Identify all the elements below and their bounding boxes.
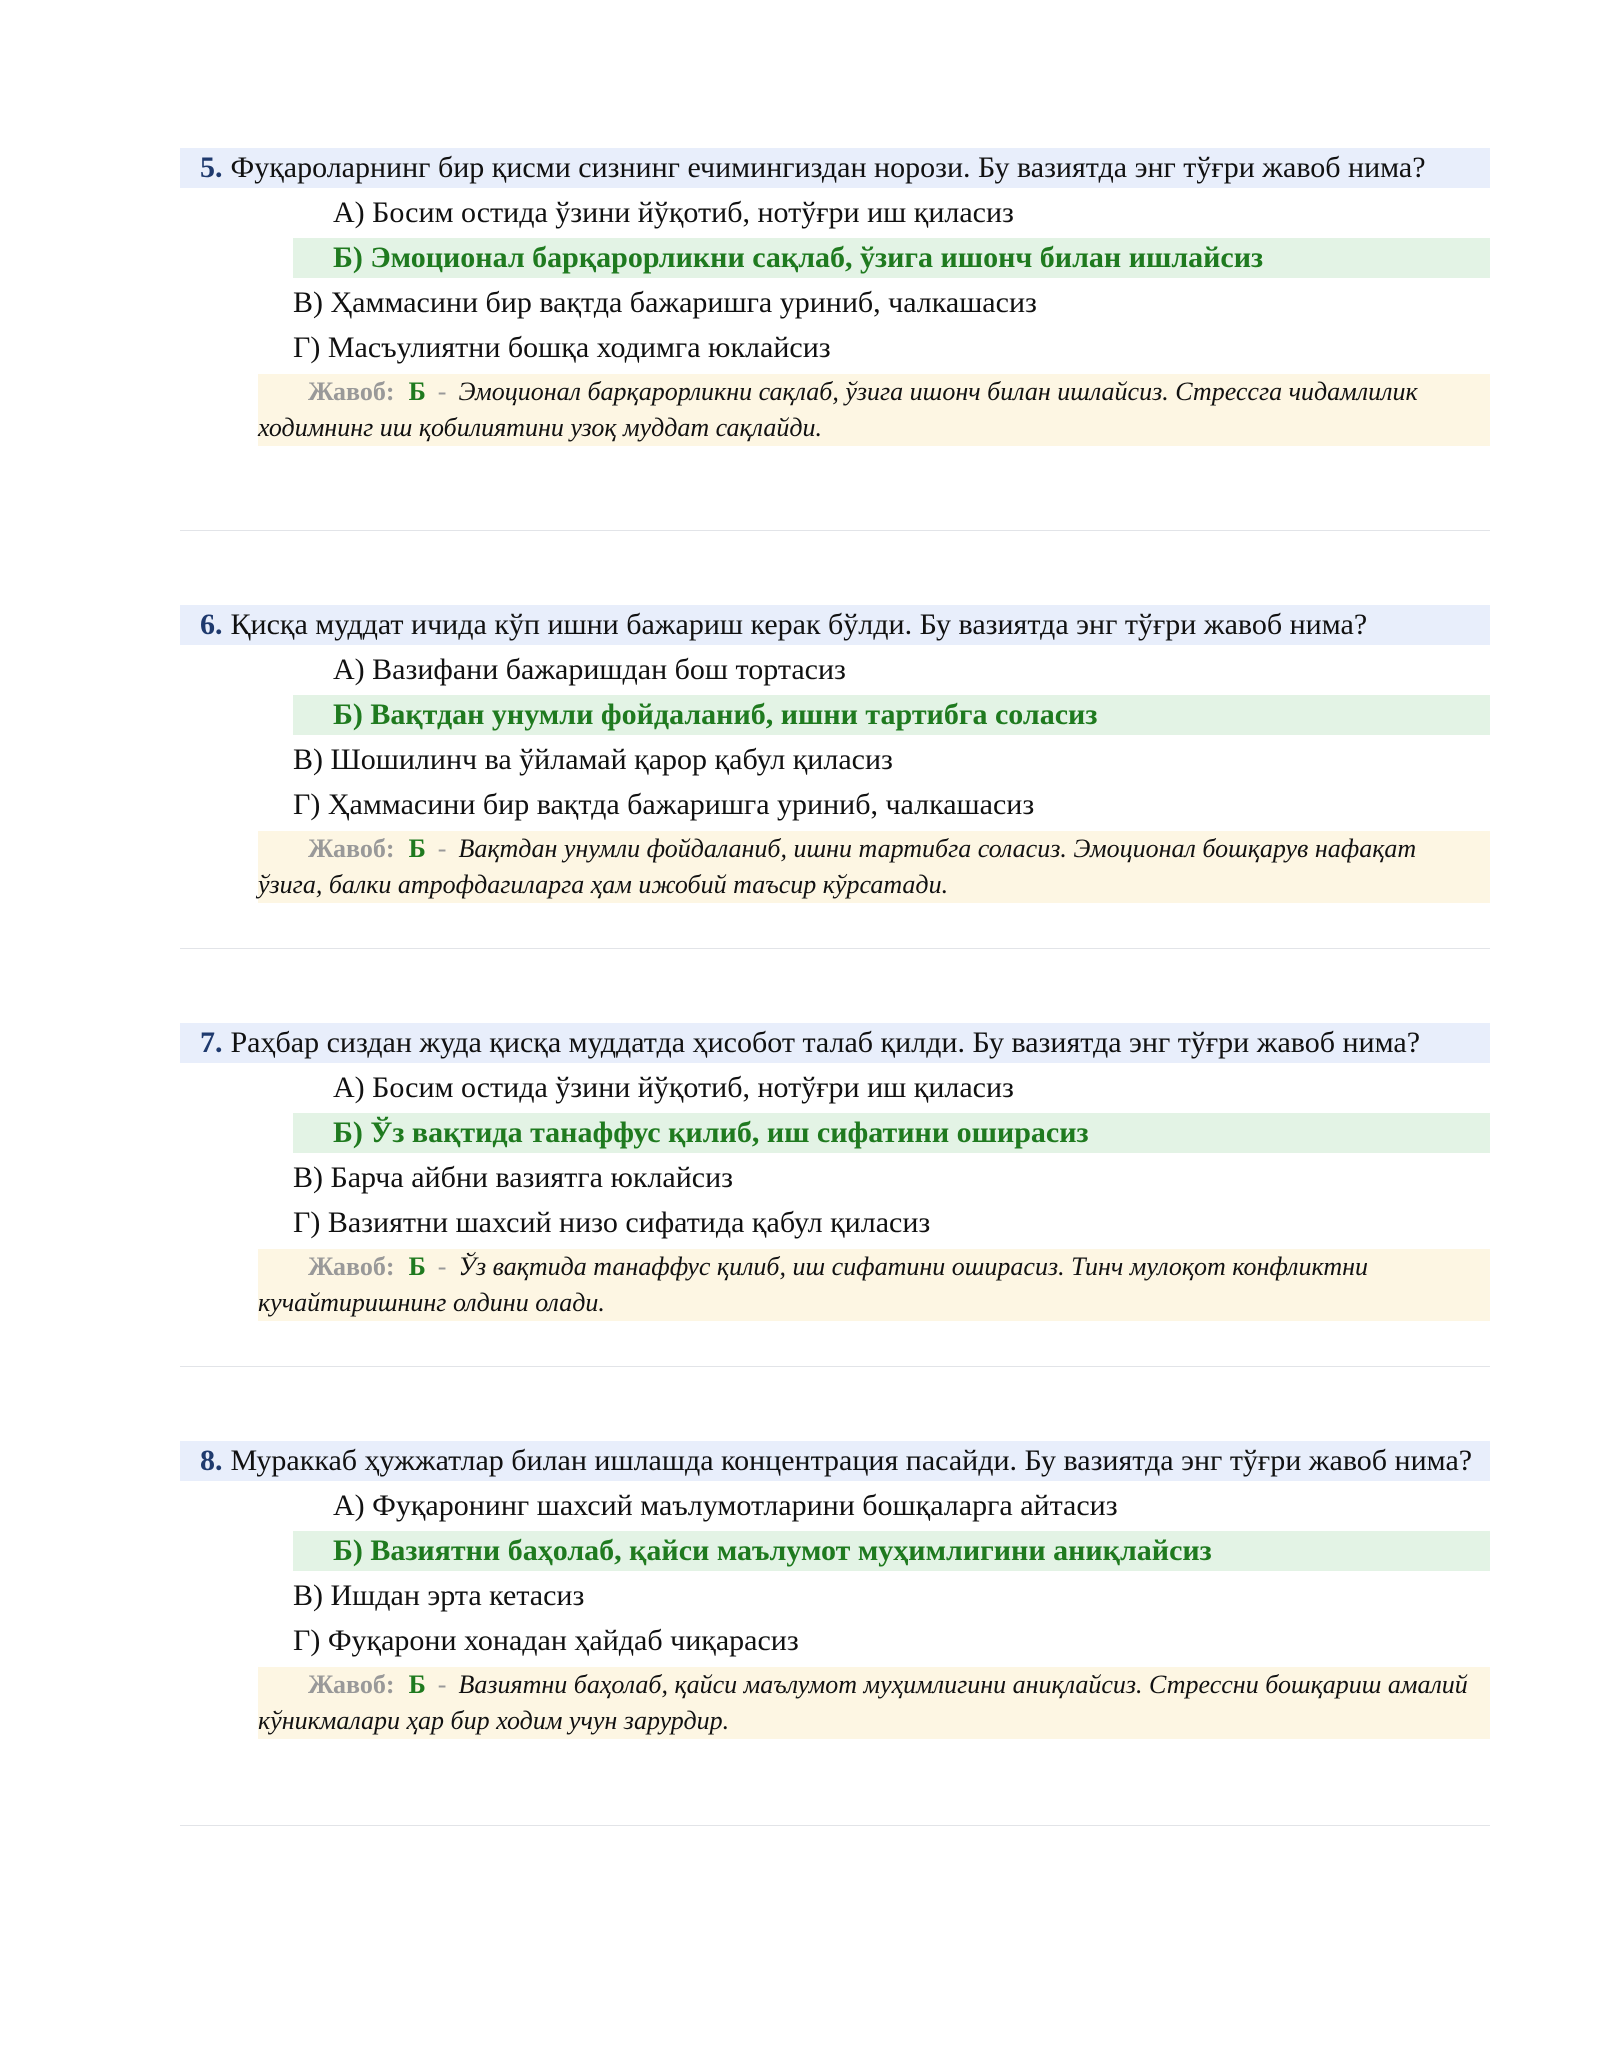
option-d: Г) Масъулиятни бошқа ходимга юклайсиз — [293, 331, 831, 364]
option-a: А) Фуқаронинг шахсий маълумотларини бошқаларга айтасиз — [333, 1489, 1118, 1522]
question-block-6 — [180, 605, 1490, 903]
question-body: Мураккаб ҳужжатлар билан ишлашда концентрация пасайди. Бу вазиятда энг тўғри жавоб нима? — [230, 1444, 1473, 1477]
option-b-correct: Б) Вақтдан унумли фойдаланиб, ишни тартибга соласиз — [293, 695, 1490, 735]
answer-label: Жавоб: — [308, 1252, 395, 1281]
answer-label: Жавоб: — [308, 377, 395, 406]
question-text — [180, 1023, 1490, 1063]
answer-box — [258, 1667, 1490, 1739]
answer-box — [258, 831, 1490, 903]
question-body: Қисқа муддат ичида кўп ишни бажариш керак бўлди. Бу вазиятда энг тўғри жавоб нима? — [230, 608, 1368, 641]
question-number: 8. — [200, 1444, 223, 1477]
answer-box — [258, 374, 1490, 446]
option-c: В) Барча айбни вазиятга юклайсиз — [293, 1161, 734, 1194]
option-a: А) Босим остида ўзини йўқотиб, нотўғри иш қиласиз — [333, 1071, 1014, 1104]
answer-explanation: Эмоционал барқарорликни сақлаб, ўзига ишонч билан ишлайсиз. Стрессга чидамлилик ходимнинг иш қобилиятини узоқ муддат сақлайди. — [258, 377, 1418, 442]
question-number: 7. — [200, 1026, 223, 1059]
option-b-correct: Б) Вазиятни баҳолаб, қайси маълумот муҳимлигини аниқлайсиз — [293, 1531, 1490, 1571]
answer-letter: Б — [408, 834, 426, 863]
answer-letter: Б — [408, 1670, 426, 1699]
question-body: Фуқароларнинг бир қисми сизнинг ечимингиздан норози. Бу вазиятда энг тўғри жавоб нима? — [230, 151, 1426, 184]
answer-label: Жавоб: — [308, 1670, 395, 1699]
option-a: А) Босим остида ўзини йўқотиб, нотўғри иш қиласиз — [333, 196, 1014, 229]
question-block-7 — [180, 1023, 1490, 1321]
question-text — [180, 1441, 1490, 1481]
option-c: В) Ҳаммасини бир вақтда бажаришга уриниб, чалкашасиз — [293, 286, 1037, 319]
option-b-correct: Б) Ўз вақтида танаффус қилиб, иш сифатини оширасиз — [293, 1113, 1490, 1153]
answer-label: Жавоб: — [308, 834, 395, 863]
option-b-correct: Б) Эмоционал барқарорликни сақлаб, ўзига ишонч билан ишлайсиз — [293, 238, 1490, 278]
answer-explanation: Вазиятни баҳолаб, қайси маълумот муҳимлигини аниқлайсиз. Стрессни бошқариш амалий кўникмалари ҳар бир ходим учун зарурдир. — [258, 1670, 1468, 1735]
question-text — [180, 605, 1490, 645]
option-d: Г) Ҳаммасини бир вақтда бажаришга уриниб, чалкашасиз — [293, 788, 1035, 821]
question-number: 6. — [200, 608, 223, 641]
answer-dash: - — [437, 1252, 447, 1281]
option-d: Г) Вазиятни шахсий низо сифатида қабул қиласиз — [293, 1206, 931, 1239]
option-d: Г) Фуқарони хонадан ҳайдаб чиқарасиз — [293, 1624, 799, 1657]
answer-letter: Б — [408, 1252, 426, 1281]
question-number: 5. — [200, 151, 223, 184]
question-block-8 — [180, 1441, 1490, 1739]
answer-explanation: Вақтдан унумли фойдаланиб, ишни тартибга соласиз. Эмоционал бошқарув нафақат ўзига, балки атрофдагиларга ҳам ижобий таъсир кўрсатади. — [258, 834, 1417, 899]
answer-explanation: Ўз вақтида танаффус қилиб, иш сифатини оширасиз. Тинч мулоқот конфликтни кучайтиришнинг олдини олади. — [258, 1252, 1368, 1317]
question-body: Раҳбар сиздан жуда қисқа муддатда ҳисобот талаб қилди. Бу вазиятда энг тўғри жавоб нима? — [230, 1026, 1421, 1059]
question-block-5 — [180, 148, 1490, 446]
section-divider — [180, 530, 1490, 531]
answer-box — [258, 1249, 1490, 1321]
answer-dash: - — [437, 377, 447, 406]
question-text — [180, 148, 1490, 188]
answer-dash: - — [437, 1670, 447, 1699]
section-divider — [180, 1825, 1490, 1826]
option-c: В) Ишдан эрта кетасиз — [293, 1579, 585, 1612]
option-c: В) Шошилинч ва ўйламай қарор қабул қиласиз — [293, 743, 893, 776]
answer-letter: Б — [408, 377, 426, 406]
answer-dash: - — [437, 834, 447, 863]
option-a: А) Вазифани бажаришдан бош тортасиз — [333, 653, 846, 686]
section-divider — [180, 1366, 1490, 1367]
section-divider — [180, 948, 1490, 949]
